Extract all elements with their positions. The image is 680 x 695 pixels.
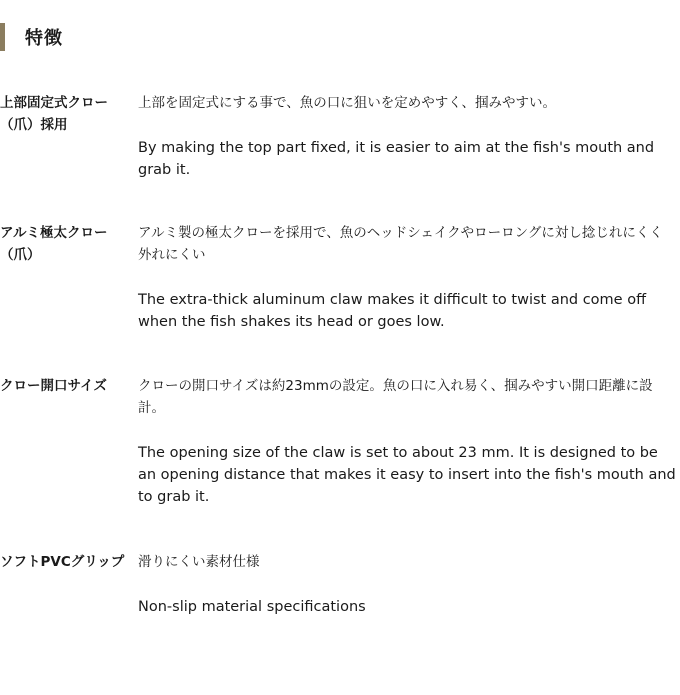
feature-label: 上部固定式クロー（爪）採用 [0, 95, 108, 133]
description-japanese: 上部を固定式にする事で、魚の口に狙いを定めやすく、掴みやすい。 [138, 95, 556, 111]
feature-description [138, 551, 676, 618]
feature-label: ソフトPVCグリップ [0, 554, 125, 570]
description-japanese: 滑りにくい素材仕様 [138, 554, 260, 570]
feature-description [138, 92, 676, 181]
feature-description [138, 222, 676, 333]
description-english: By making the top part fixed, it is easier to aim at the fish's mouth and grab it. [138, 140, 655, 178]
feature-description [138, 375, 676, 508]
description-japanese: クローの開口サイズは約23mmの設定。魚の口に入れ易く、掴みやすい開口距離に設計。 [138, 378, 653, 416]
feature-label: クロー開口サイズ [0, 378, 107, 394]
description-english: The extra-thick aluminum claw makes it difficult to twist and come off when the fish shakes its head or goes low. [138, 292, 647, 330]
feature-label: アルミ極太クロー（爪） [0, 225, 108, 263]
description-english: The opening size of the claw is set to about 23 mm. It is designed to be an opening distance that makes it easy to insert into the fish's mouth and to grab it. [138, 445, 676, 505]
description-japanese: アルミ製の極太クローを採用で、魚のヘッドシェイクやローロングに対し捻じれにくく外れにくい [138, 225, 663, 263]
section-title: 特徴 [25, 28, 63, 49]
description-english: Non-slip material specifications [138, 599, 366, 615]
section-header [0, 23, 63, 51]
